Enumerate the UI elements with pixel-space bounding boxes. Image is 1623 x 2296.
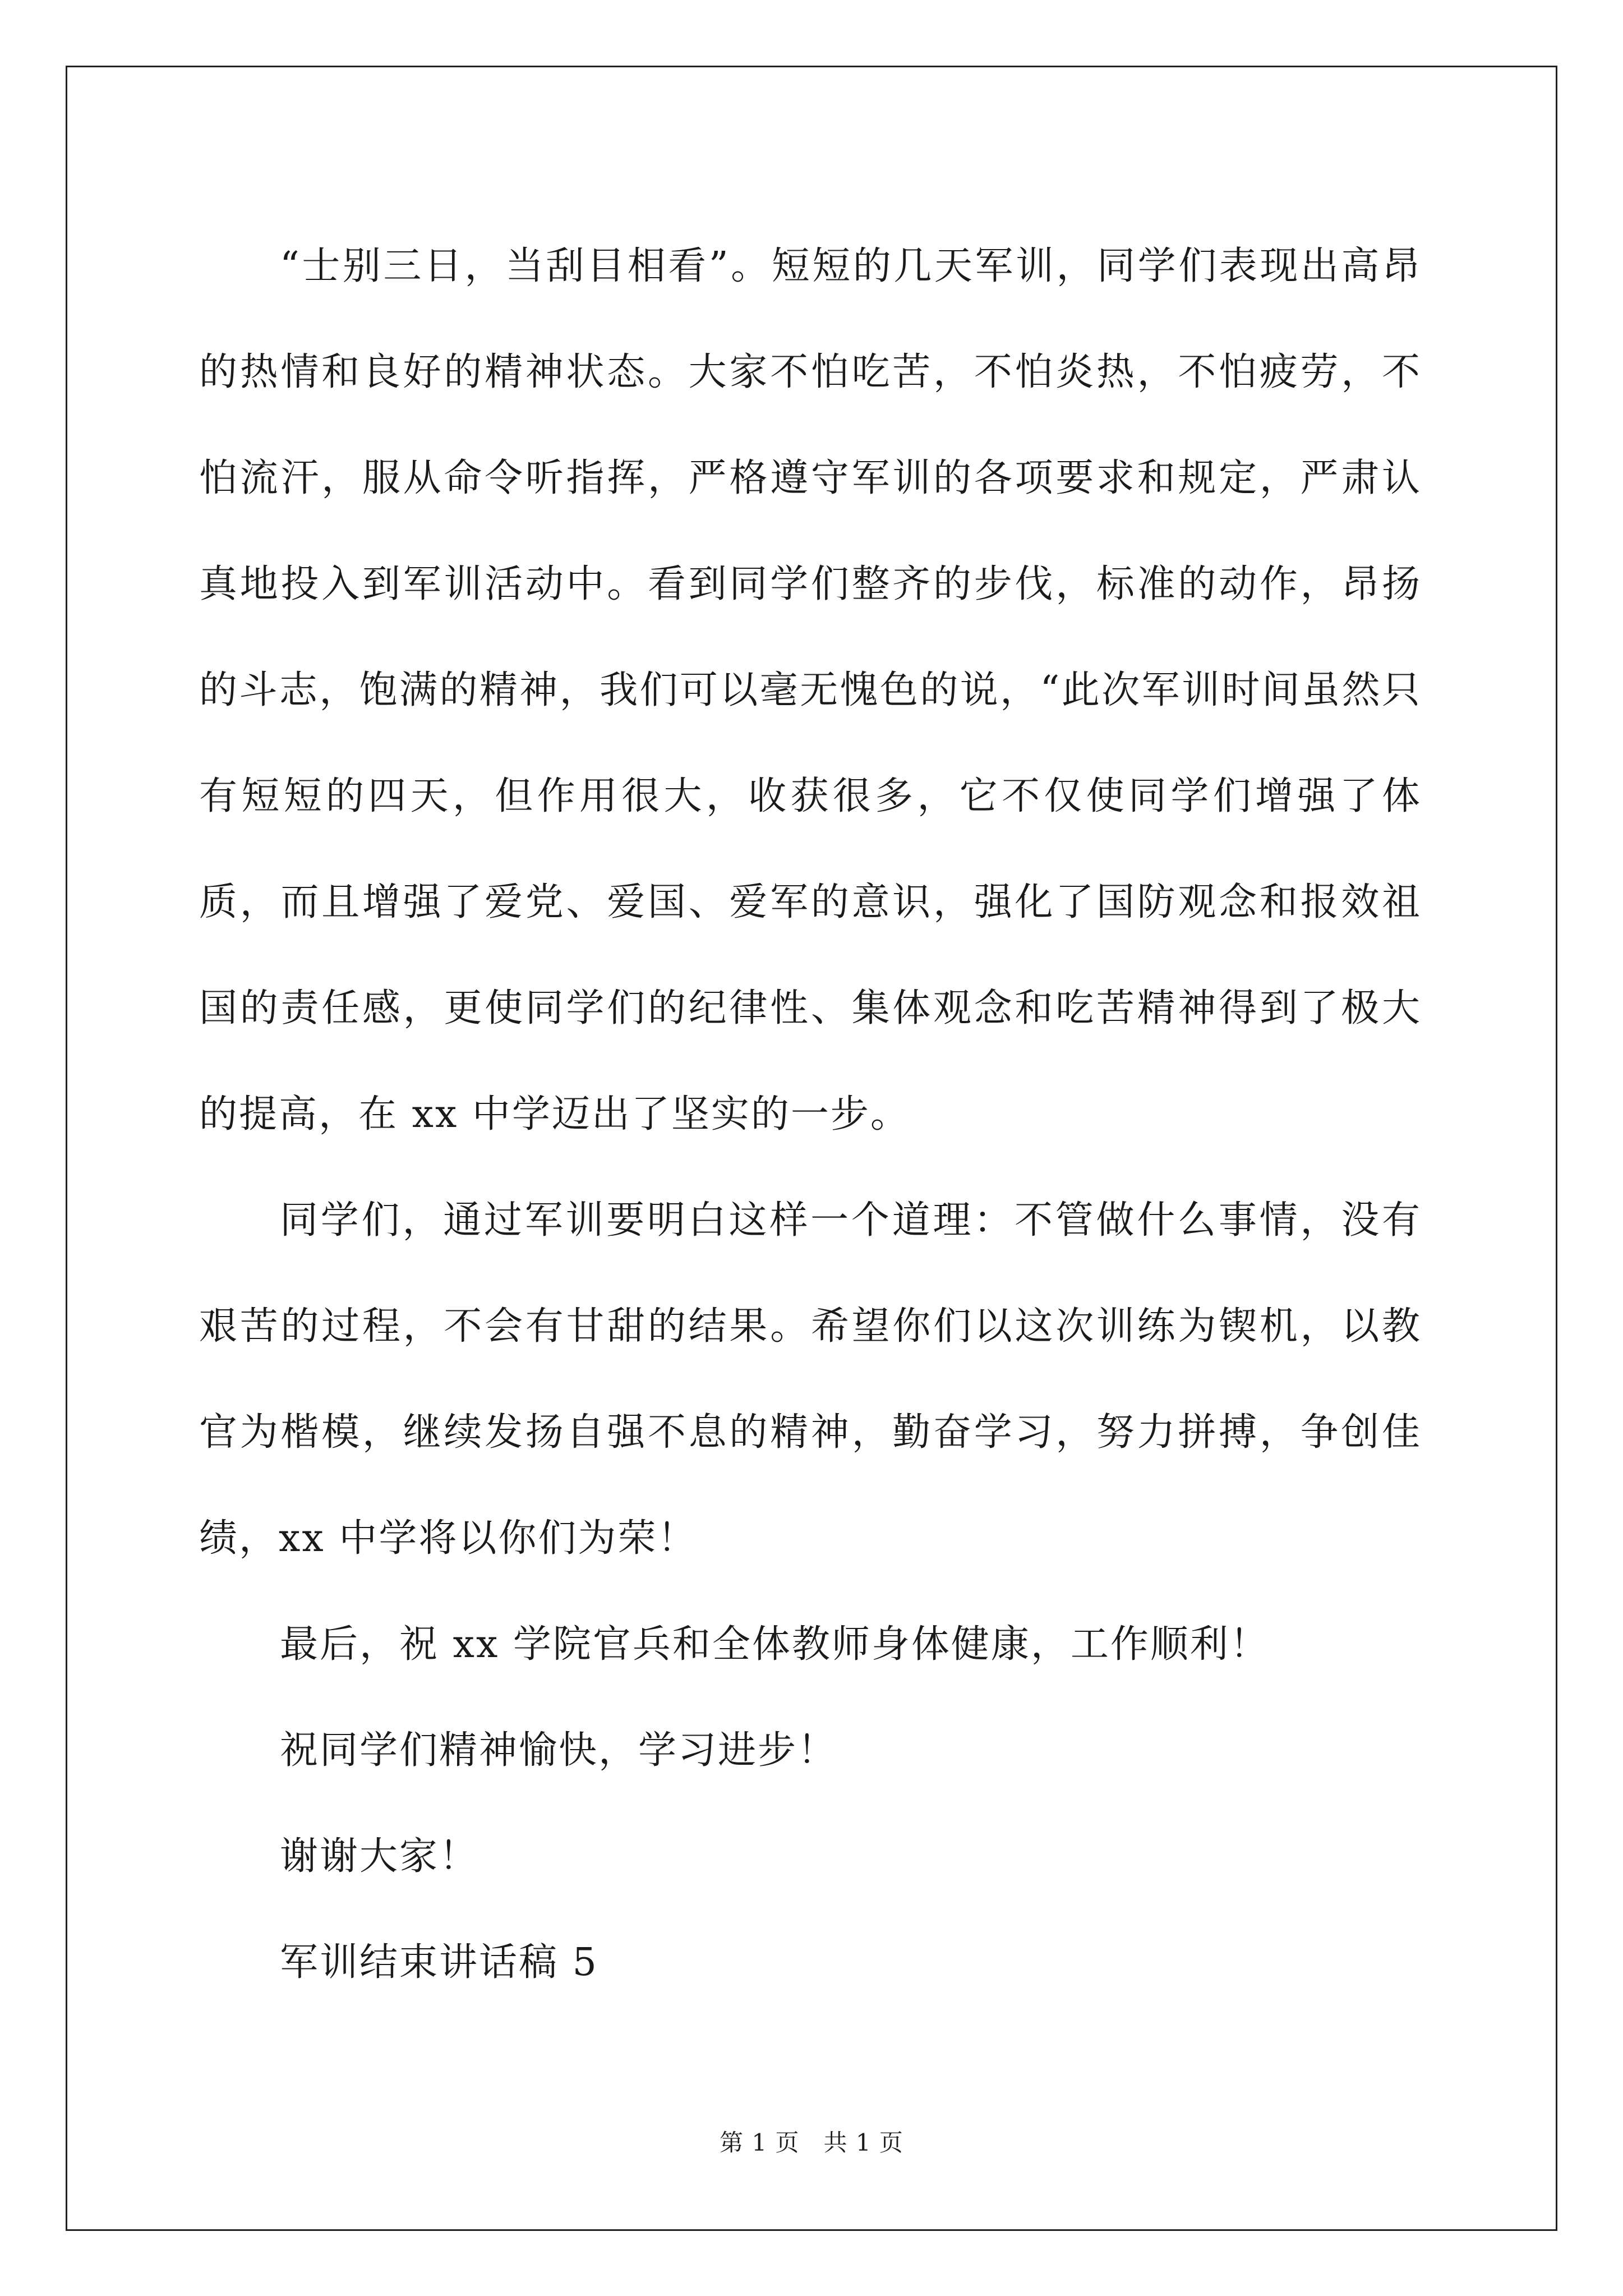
page-number-footer: 第 1 页 共 1 页	[720, 2129, 903, 2156]
document-body	[199, 213, 1422, 2016]
paragraph-lesson: 同学们，通过军训要明白这样一个道理：不管做什么事情，没有艰苦的过程，不会有甘甜的结果。希望你们以这次训练为锲机，以教官为楷模，继续发扬自强不息的精神，勤奋学习，努力拼搏，争创佳绩，xx 中学将以你们为荣！	[199, 1198, 1422, 1561]
paragraph-closing-wishes: 最后，祝 xx 学院官兵和全体教师身体健康，工作顺利！	[280, 1622, 1270, 1667]
section-heading: 军训结束讲话稿 5	[280, 1940, 598, 1985]
paragraph-student-wishes: 祝同学们精神愉快，学习进步！	[280, 1728, 838, 1773]
paragraph-opening: “士别三日，当刮目相看”。短短的几天军训，同学们表现出高昂的热情和良好的精神状态。大家不怕吃苦，不怕炎热，不怕疲劳，不怕流汗，服从命令听指挥，严格遵守军训的各项要求和规定，严肃认真地投入到军训活动中。看到同学们整齐的步伐，标准的动作，昂扬的斗志，饱满的精神，我们可以毫无愧色的说，“此次军训时间虽然只有短短的四天，但作用很大，收获很多，它不仅使同学们增强了体质，而且增强了爱党、爱国、爱军的意识，强化了国防观念和报效祖国的责任感，更使同学们的纪律性、集体观念和吃苦精神得到了极大的提高，在 xx 中学迈出了坚实的一步。	[199, 244, 1422, 1137]
paragraph-thanks: 谢谢大家！	[280, 1834, 479, 1879]
